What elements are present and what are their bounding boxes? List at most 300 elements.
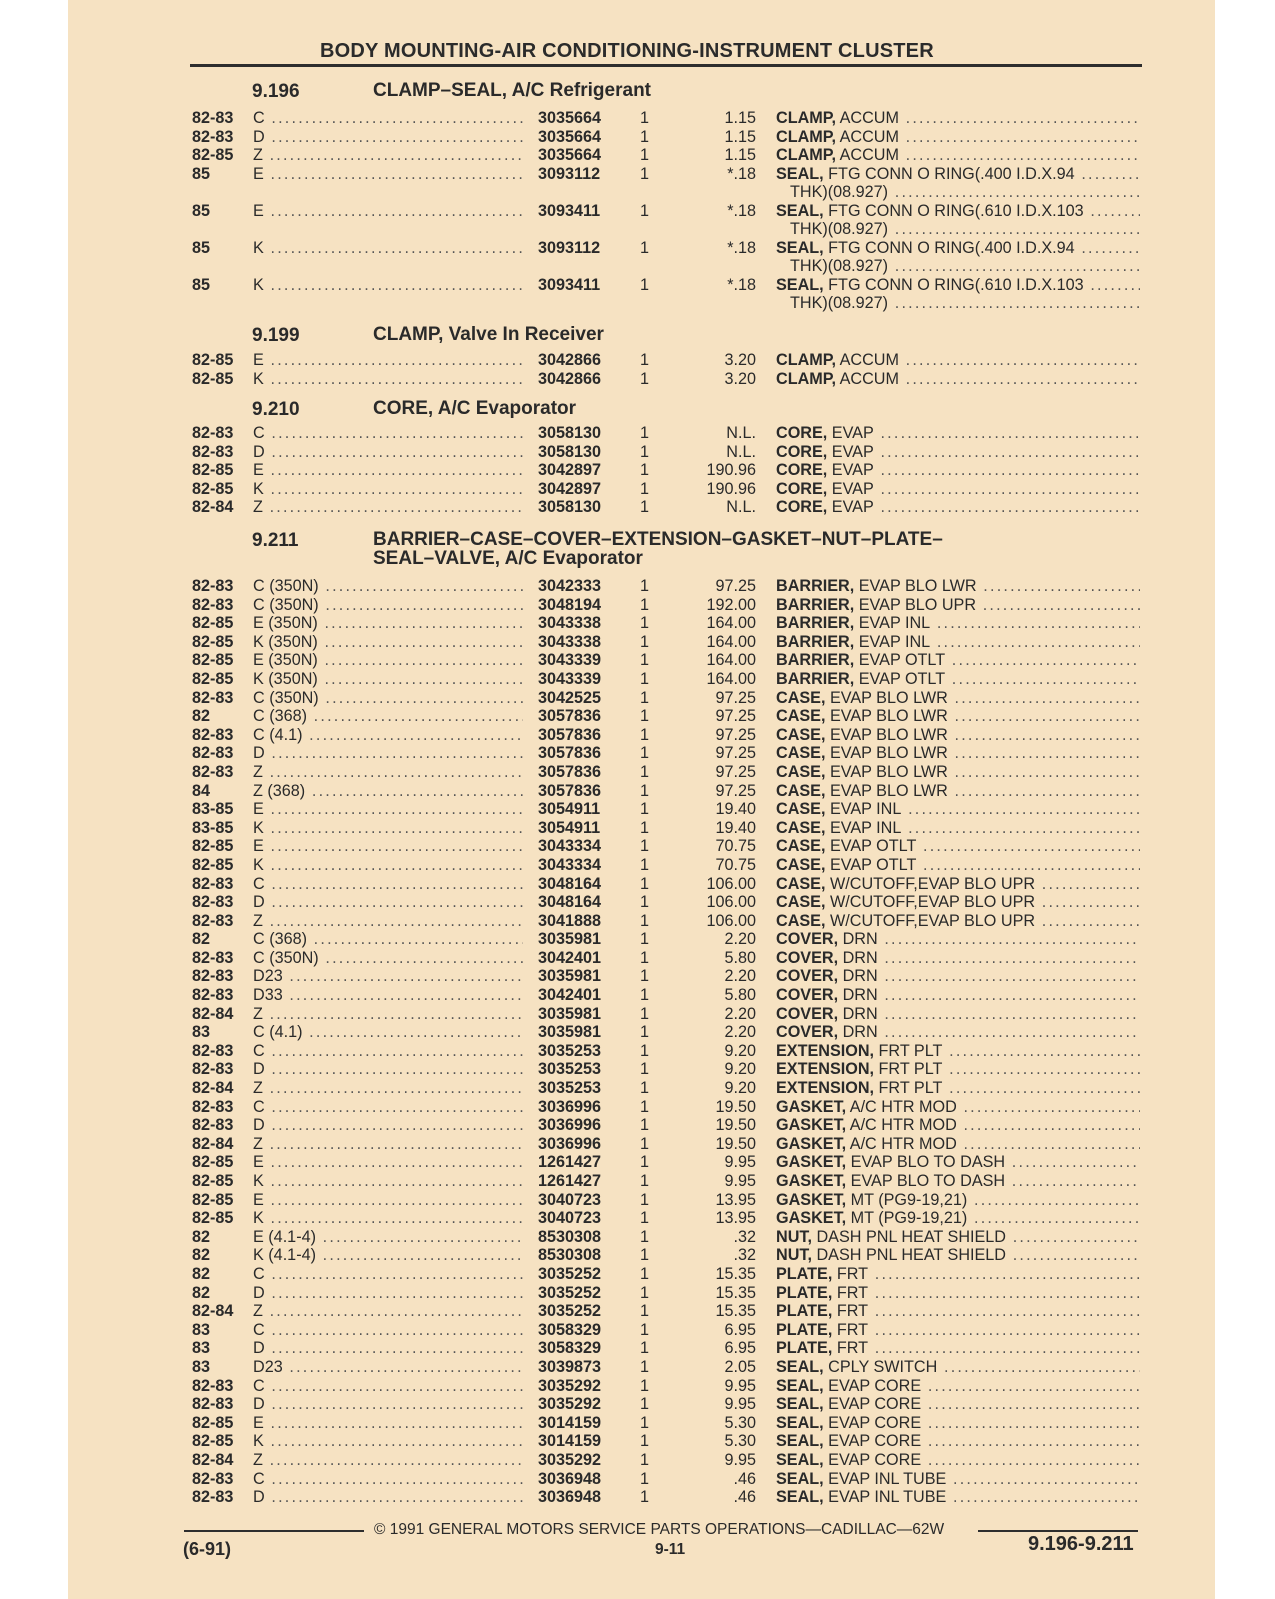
section-title: CORE, A/C Evaporator <box>373 398 577 419</box>
engine-code: E (4.1-4) ..... <box>253 1228 523 1247</box>
part-row <box>0 670 1275 689</box>
engine-code: Z ..... <box>253 1135 523 1154</box>
model-years: 82-83 <box>192 109 234 127</box>
part-number: 3042333 <box>538 577 602 595</box>
part-number: 3035664 <box>538 127 602 146</box>
part-number: 3058130 <box>538 442 602 461</box>
description-line <box>776 1470 1140 1489</box>
description-text: DRN <box>842 930 878 949</box>
part-row <box>0 424 1275 443</box>
part-description <box>776 1358 1140 1377</box>
engine-code: Z ..... <box>253 498 523 517</box>
quantity: 1 <box>640 688 650 707</box>
engine-code: C ..... <box>253 424 523 443</box>
part-row <box>0 1395 1275 1414</box>
description-line <box>776 1451 1140 1470</box>
part-description <box>776 443 1140 462</box>
engine-code: E ..... <box>253 800 523 819</box>
part-description <box>776 596 1140 615</box>
price: 2.20 <box>724 930 756 949</box>
model-years: 83-85 <box>192 800 234 819</box>
part-number: 3058329 <box>538 1339 602 1358</box>
quantity: 1 <box>640 967 650 986</box>
model-years: 82-83 <box>192 948 234 967</box>
model-years: 85 <box>192 275 211 294</box>
description-text: FTG CONN O RING(.400 I.D.X.94 <box>828 238 1075 257</box>
part-name: BARRIER, <box>776 577 855 595</box>
part-number: 3035252 <box>538 1283 602 1302</box>
price: 164.00 <box>706 669 756 688</box>
part-row <box>0 577 1275 596</box>
engine-code: Z ..... <box>253 1005 523 1024</box>
engine-code: Z (368) ..... <box>253 782 523 801</box>
part-number: 3014159 <box>538 1413 602 1432</box>
engine-code: C ..... <box>253 1098 523 1117</box>
parts-list <box>0 351 1275 388</box>
part-name: SEAL, <box>776 201 824 220</box>
description-text: EVAP <box>831 461 874 480</box>
description-text: DRN <box>842 986 878 1005</box>
price: N.L. <box>726 424 756 442</box>
price: 70.75 <box>715 855 756 874</box>
part-row <box>0 461 1275 480</box>
part-name: GASKET, <box>776 1153 847 1172</box>
engine-code: E (350N) ..... <box>253 614 523 633</box>
part-name: SEAL, <box>776 1469 824 1488</box>
part-description <box>776 1005 1140 1024</box>
part-description <box>776 1284 1140 1303</box>
part-description <box>776 1265 1140 1284</box>
part-row <box>0 1098 1275 1117</box>
description-text: MT (PG9-19,21) <box>850 1209 968 1228</box>
quantity: 1 <box>640 1079 650 1098</box>
price: 164.00 <box>706 614 756 633</box>
part-row <box>0 1265 1275 1284</box>
model-years: 82-85 <box>192 369 234 388</box>
part-row <box>0 707 1275 726</box>
part-row <box>0 1451 1275 1470</box>
part-description <box>776 1098 1140 1117</box>
part-row <box>0 1414 1275 1433</box>
description-text: EVAP INL TUBE <box>828 1488 947 1507</box>
part-row <box>0 1228 1275 1247</box>
quantity: 1 <box>640 424 650 442</box>
description-text: EVAP OTLT <box>829 837 917 856</box>
model-years: 82 <box>192 1227 211 1246</box>
part-row <box>0 1358 1275 1377</box>
description-line <box>776 1116 1140 1135</box>
engine-code: K ..... <box>253 276 523 295</box>
description-text: EVAP CORE <box>828 1376 922 1395</box>
description-text: EVAP <box>831 442 874 461</box>
price: 15.35 <box>715 1264 756 1283</box>
section-header <box>0 399 1275 423</box>
quantity: 1 <box>640 651 650 670</box>
part-row <box>0 1135 1275 1154</box>
engine-code: C ..... <box>253 875 523 894</box>
price: *.18 <box>727 201 756 220</box>
model-years: 82-83 <box>192 1488 234 1507</box>
part-name: COVER, <box>776 930 839 949</box>
quantity: 1 <box>640 911 650 930</box>
part-name: SEAL, <box>776 1357 824 1376</box>
description-text: EVAP <box>831 498 874 517</box>
footer-page-number: 9-11 <box>655 1541 686 1558</box>
part-description <box>776 1209 1140 1228</box>
description-line <box>776 1284 1140 1303</box>
quantity: 1 <box>640 351 650 369</box>
engine-code: D ..... <box>253 1060 523 1079</box>
part-row <box>0 893 1275 912</box>
part-description <box>776 744 1140 763</box>
part-number: 3041888 <box>538 911 602 930</box>
part-name: CASE, <box>776 762 826 781</box>
quantity: 1 <box>640 1488 650 1507</box>
price: 97.25 <box>715 688 756 707</box>
part-number: 3035981 <box>538 1004 602 1023</box>
part-number: 3035253 <box>538 1041 602 1060</box>
quantity: 1 <box>640 1469 650 1488</box>
part-number: 3043338 <box>538 632 602 651</box>
model-years: 83 <box>192 1357 211 1376</box>
footer-copyright: © 1991 GENERAL MOTORS SERVICE PARTS OPERATIONS—CADILLAC—62W <box>374 1521 945 1538</box>
quantity: 1 <box>640 893 650 912</box>
part-description <box>776 949 1140 968</box>
part-number: 1261427 <box>538 1153 602 1172</box>
part-row <box>0 949 1275 968</box>
model-years: 82 <box>192 930 211 949</box>
part-row <box>0 967 1275 986</box>
engine-code: E ..... <box>253 165 523 184</box>
description-text: MT (PG9-19,21) <box>850 1190 968 1209</box>
model-years: 82-83 <box>192 967 234 986</box>
part-row <box>0 109 1275 128</box>
footer-rule <box>184 1530 364 1532</box>
part-row <box>0 819 1275 838</box>
footer-rule <box>978 1530 1138 1532</box>
part-name: NUT, <box>776 1227 812 1246</box>
part-number: 3093411 <box>538 275 601 294</box>
part-name: CLAMP, <box>776 351 836 369</box>
price: 9.20 <box>724 1041 756 1060</box>
engine-code: C (368) ..... <box>253 707 523 726</box>
quantity: 1 <box>640 744 650 763</box>
part-row <box>0 1246 1275 1265</box>
quantity: 1 <box>640 442 650 461</box>
quantity: 1 <box>640 1357 650 1376</box>
description-line <box>776 837 1140 856</box>
part-row <box>0 986 1275 1005</box>
footer-date-code: (6-91) <box>183 1539 232 1559</box>
engine-code: K ..... <box>253 480 523 499</box>
quantity: 1 <box>640 1376 650 1395</box>
description-line <box>776 800 1140 819</box>
engine-code: C (4.1) ..... <box>253 1023 523 1042</box>
description-text: THK)(08.927) <box>790 220 889 239</box>
description-text: THK)(08.927) <box>790 257 889 276</box>
description-text: W/CUTOFF,EVAP BLO UPR <box>829 874 1036 893</box>
description-line <box>776 1023 1140 1042</box>
price: 5.80 <box>724 948 756 967</box>
price: 164.00 <box>706 632 756 651</box>
quantity: 1 <box>640 164 650 183</box>
engine-code: E ..... <box>253 1153 523 1172</box>
description-text: DRN <box>842 1004 878 1023</box>
description-line <box>776 165 1140 184</box>
engine-code: Z ..... <box>253 763 523 782</box>
description-line <box>776 370 1140 389</box>
part-name: SEAL, <box>776 1376 824 1395</box>
part-description <box>776 165 1140 202</box>
model-years: 82-85 <box>192 837 234 856</box>
part-row <box>0 800 1275 819</box>
description-text: EVAP BLO LWR <box>829 707 948 726</box>
engine-code: E (350N) ..... <box>253 651 523 670</box>
quantity: 1 <box>640 201 650 220</box>
part-name: EXTENSION, <box>776 1079 875 1098</box>
model-years: 82-83 <box>192 1041 234 1060</box>
model-years: 82-85 <box>192 461 234 480</box>
model-years: 83 <box>192 1320 211 1339</box>
model-years: 82-83 <box>192 744 234 763</box>
part-description <box>776 1246 1140 1265</box>
engine-code: E ..... <box>253 351 523 370</box>
description-line <box>776 294 1140 313</box>
description-text: EVAP CORE <box>828 1450 922 1469</box>
model-years: 85 <box>192 201 211 220</box>
engine-code: K ..... <box>253 370 523 389</box>
model-years: 82-84 <box>192 498 234 517</box>
part-name: SEAL, <box>776 1395 824 1414</box>
description-line <box>776 707 1140 726</box>
description-text: EVAP BLO LWR <box>829 762 948 781</box>
description-line <box>776 1265 1140 1284</box>
description-line <box>776 1079 1140 1098</box>
description-text: FRT <box>836 1283 869 1302</box>
part-number: 3058329 <box>538 1320 602 1339</box>
part-number: 1261427 <box>538 1172 602 1190</box>
model-years: 82-83 <box>192 1116 234 1135</box>
part-number: 3058130 <box>538 424 602 442</box>
description-line <box>776 893 1140 912</box>
price: 106.00 <box>706 911 756 930</box>
part-row <box>0 1042 1275 1061</box>
quantity: 1 <box>640 1004 650 1023</box>
description-line <box>776 498 1140 517</box>
part-number: 3039873 <box>538 1357 602 1376</box>
part-row <box>0 1116 1275 1135</box>
description-line <box>776 651 1140 670</box>
description-line <box>776 949 1140 968</box>
model-years: 82-85 <box>192 1209 234 1228</box>
part-name: SEAL, <box>776 1450 824 1469</box>
quantity: 1 <box>640 369 650 388</box>
part-row <box>0 480 1275 499</box>
engine-code: C ..... <box>253 1470 523 1489</box>
part-row <box>0 856 1275 875</box>
part-description <box>776 424 1140 443</box>
part-number: 3043334 <box>538 855 602 874</box>
description-line <box>776 109 1140 128</box>
part-description <box>776 670 1140 689</box>
description-text: EVAP OTLT <box>858 651 946 670</box>
part-number: 3042401 <box>538 986 602 1005</box>
price: 2.20 <box>724 967 756 986</box>
model-years: 82-83 <box>192 577 234 595</box>
part-row <box>0 370 1275 389</box>
description-text: EVAP BLO LWR <box>829 744 948 763</box>
price: 1.15 <box>724 109 756 127</box>
part-number: 3036948 <box>538 1488 602 1507</box>
part-name: COVER, <box>776 1004 839 1023</box>
part-row <box>0 1284 1275 1303</box>
description-line <box>776 1153 1140 1172</box>
part-name: CASE, <box>776 874 826 893</box>
part-description <box>776 1153 1140 1172</box>
quantity: 1 <box>640 781 650 800</box>
description-line <box>776 351 1140 370</box>
model-years: 82-84 <box>192 1302 234 1321</box>
description-line <box>776 782 1140 801</box>
part-number: 3035664 <box>538 109 602 127</box>
quantity: 1 <box>640 479 650 498</box>
price: *.18 <box>727 275 756 294</box>
description-text: ACCUM <box>839 351 899 369</box>
description-text: ACCUM <box>839 127 899 146</box>
description-text: FTG CONN O RING(.400 I.D.X.94 <box>828 164 1075 183</box>
part-number: 3042866 <box>538 369 602 388</box>
part-number: 3093112 <box>538 164 601 183</box>
description-text: EVAP CORE <box>828 1395 922 1414</box>
price: 97.25 <box>715 725 756 744</box>
price: *.18 <box>727 238 756 257</box>
description-text: FRT <box>836 1264 869 1283</box>
part-description <box>776 1470 1140 1489</box>
part-number: 3042866 <box>538 351 602 369</box>
description-line <box>776 1005 1140 1024</box>
price: .32 <box>733 1246 756 1265</box>
part-row <box>0 651 1275 670</box>
quantity: 1 <box>640 1190 650 1209</box>
model-years: 82-83 <box>192 1097 234 1116</box>
section-number: 9.210 <box>252 399 300 420</box>
quantity: 1 <box>640 1134 650 1153</box>
part-row <box>0 1153 1275 1172</box>
price: 1.15 <box>724 146 756 165</box>
part-name: EXTENSION, <box>776 1060 875 1079</box>
model-years: 82-85 <box>192 146 234 165</box>
quantity: 1 <box>640 238 650 257</box>
description-text: ACCUM <box>839 146 899 165</box>
quantity: 1 <box>640 595 650 614</box>
price: 106.00 <box>706 874 756 893</box>
part-number: 3057836 <box>538 707 602 726</box>
part-row <box>0 596 1275 615</box>
description-text: DRN <box>842 948 878 967</box>
part-name: CASE, <box>776 837 826 856</box>
part-name: PLATE, <box>776 1320 833 1339</box>
part-number: 3048164 <box>538 893 602 912</box>
quantity: 1 <box>640 1060 650 1079</box>
description-text: FRT PLT <box>878 1041 943 1060</box>
description-line <box>776 461 1140 480</box>
engine-code: C (4.1) ..... <box>253 726 523 745</box>
section-header <box>0 81 1275 105</box>
quantity: 1 <box>640 1116 650 1135</box>
part-row <box>0 744 1275 763</box>
quantity: 1 <box>640 275 650 294</box>
price: 164.00 <box>706 651 756 670</box>
part-name: SEAL, <box>776 1413 824 1432</box>
price: 9.20 <box>724 1060 756 1079</box>
quantity: 1 <box>640 948 650 967</box>
description-text: FRT PLT <box>878 1060 943 1079</box>
part-description <box>776 498 1140 517</box>
model-years: 82-83 <box>192 1060 234 1079</box>
engine-code: C ..... <box>253 1377 523 1396</box>
part-row <box>0 1172 1275 1191</box>
part-number: 3057836 <box>538 725 602 744</box>
parts-list <box>0 424 1275 517</box>
model-years: 82-85 <box>192 855 234 874</box>
description-line <box>776 1135 1140 1154</box>
price: 97.25 <box>715 781 756 800</box>
part-description <box>776 1172 1140 1191</box>
part-number: 3035252 <box>538 1302 602 1321</box>
part-name: CORE, <box>776 424 828 442</box>
description-line <box>776 257 1140 276</box>
engine-code: C (350N) ..... <box>253 949 523 968</box>
description-line <box>776 1302 1140 1321</box>
part-description <box>776 1321 1140 1340</box>
section-title: CLAMP–SEAL, A/C Refrigerant <box>373 80 651 101</box>
part-name: BARRIER, <box>776 595 855 614</box>
part-name: BARRIER, <box>776 614 855 633</box>
description-text: EVAP OTLT <box>858 669 946 688</box>
part-description <box>776 1414 1140 1433</box>
part-description <box>776 819 1140 838</box>
description-line <box>776 726 1140 745</box>
part-row <box>0 763 1275 782</box>
description-line <box>776 1321 1140 1340</box>
part-name: GASKET, <box>776 1097 847 1116</box>
part-name: CASE, <box>776 781 826 800</box>
quantity: 1 <box>640 1227 650 1246</box>
part-name: PLATE, <box>776 1264 833 1283</box>
part-description <box>776 800 1140 819</box>
part-number: 3035253 <box>538 1060 602 1079</box>
part-number: 3054911 <box>538 800 601 819</box>
description-line <box>776 670 1140 689</box>
engine-code: Z ..... <box>253 1451 523 1470</box>
part-number: 3035252 <box>538 1264 602 1283</box>
description-text: DASH PNL HEAT SHIELD <box>816 1227 1006 1246</box>
model-years: 82-83 <box>192 1376 234 1395</box>
price: 19.40 <box>715 800 756 819</box>
model-years: 82-83 <box>192 442 234 461</box>
part-row <box>0 128 1275 147</box>
description-text: EVAP BLO UPR <box>858 595 977 614</box>
price: 5.30 <box>724 1413 756 1432</box>
part-description <box>776 1395 1140 1414</box>
page-title: BODY MOUNTING-AIR CONDITIONING-INSTRUMENT CLUSTER <box>320 40 934 62</box>
engine-code: D ..... <box>253 1339 523 1358</box>
description-line <box>776 480 1140 499</box>
engine-code: C ..... <box>253 1265 523 1284</box>
engine-code: K ..... <box>253 856 523 875</box>
part-number: 3035253 <box>538 1079 602 1098</box>
description-line <box>776 1098 1140 1117</box>
